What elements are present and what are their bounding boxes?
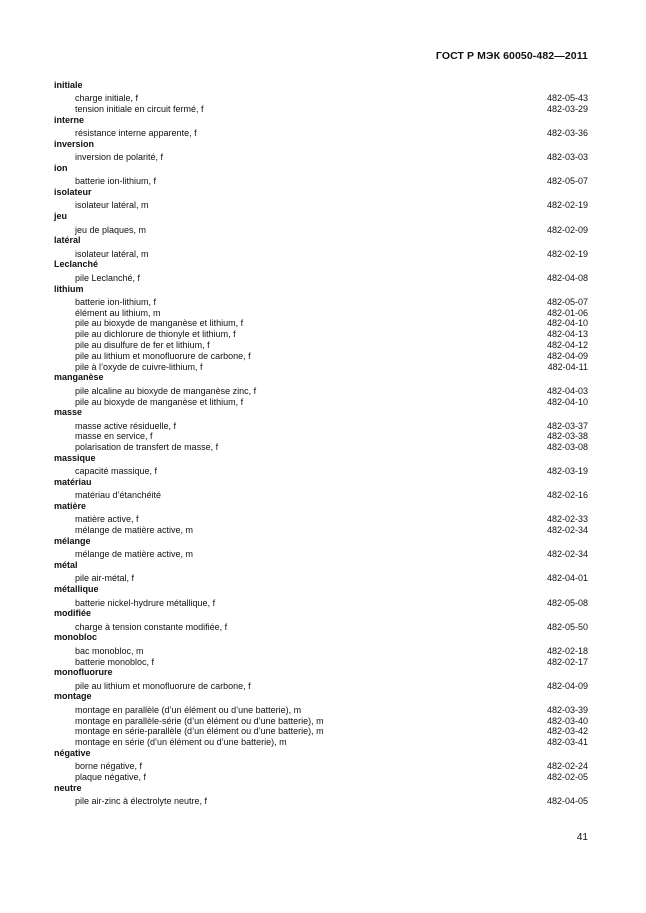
entry-text: charge initiale, f: [75, 93, 139, 104]
entry-code: 482-02-19: [546, 248, 588, 259]
entry-code: 482-01-06: [546, 307, 588, 318]
entry-code: 482-02-18: [546, 645, 588, 656]
index-entry: [54, 329, 588, 340]
entry-code: 482-03-08: [546, 442, 588, 453]
index-term: latéral: [54, 235, 81, 246]
entry-text: pile au lithium et monofluorure de carbone, f: [75, 680, 251, 691]
index-entry: [54, 386, 588, 397]
index-entry: [54, 308, 588, 319]
index-term: isolateur: [54, 187, 92, 198]
index-term: négative: [54, 747, 91, 758]
index-entry: [54, 397, 588, 408]
entry-text: inversion de polarité, f: [75, 152, 164, 163]
index-entry: [54, 152, 588, 163]
index-entry: [54, 93, 588, 104]
index-entry: [54, 421, 588, 432]
entry-text: pile air-zinc à électrolyte neutre, f: [75, 796, 208, 807]
entry-text: batterie ion-lithium, f: [75, 296, 157, 307]
entry-code: 482-02-34: [546, 549, 588, 560]
index-term: interne: [54, 114, 85, 125]
entry-text: montage en parallèle (d’un élément ou d’une batterie), m: [75, 704, 302, 715]
index-term: neutre: [54, 782, 82, 793]
index-term: massique: [54, 453, 96, 463]
entry-code: 482-02-05: [546, 772, 588, 783]
index-entry: [54, 104, 588, 115]
entry-text: montage en série-parallèle (d’un élément ou d’une batterie), m: [75, 726, 324, 737]
index-entry: [54, 646, 588, 657]
index-entry: [54, 225, 588, 236]
entry-text: résistance interne apparente, f: [75, 128, 197, 139]
index-entry: [54, 681, 588, 692]
entry-text: montage en série (d’un élément ou d’une batterie), m: [75, 737, 287, 748]
index-term: matière: [54, 501, 87, 512]
entry-text: pile au dichlorure de thionyle et lithium, f: [75, 329, 236, 340]
entry-text: pile Leclanché, f: [75, 272, 141, 283]
entry-code: 482-05-50: [546, 621, 588, 632]
index-entry: [54, 128, 588, 139]
entry-code: 482-04-13: [546, 329, 588, 340]
index-entry: [54, 297, 588, 308]
entry-text: isolateur latéral, m: [75, 248, 149, 259]
entry-text: masse active résiduelle, f: [75, 420, 177, 431]
entry-text: batterie monobloc, f: [75, 656, 155, 667]
entry-code: 482-03-39: [546, 704, 588, 715]
index-term: ion: [54, 163, 68, 174]
entry-text: jeu de plaques, m: [75, 224, 147, 235]
index-term: métal: [54, 560, 78, 571]
entry-text: pile au lithium et monofluorure de carbone, f: [75, 350, 251, 361]
entry-text: polarisation de transfert de masse, f: [75, 442, 219, 453]
index-entry: [54, 318, 588, 329]
entry-code: 482-04-10: [546, 318, 588, 329]
index-entry: [54, 340, 588, 351]
index-entry: [54, 657, 588, 668]
entry-text: capacité massique, f: [75, 466, 158, 477]
index-entry: [54, 726, 588, 737]
index-entry: [54, 761, 588, 772]
page-number: 41: [576, 832, 588, 843]
entry-code: 482-03-37: [546, 420, 588, 431]
entry-code: 482-03-40: [546, 715, 588, 726]
index-entry: [54, 549, 588, 560]
entry-text: mélange de matière active, m: [75, 549, 194, 560]
index-term: modifiée: [54, 608, 92, 619]
index-term: Leclanché: [54, 259, 99, 270]
entry-code: 482-02-17: [546, 656, 588, 667]
entry-text: bac monobloc, m: [75, 645, 144, 656]
entry-code: 482-03-38: [546, 431, 588, 442]
entry-code: 482-05-08: [546, 597, 588, 608]
entry-code: 482-03-42: [546, 726, 588, 737]
index-entry: [54, 772, 588, 783]
entry-code: 482-04-10: [546, 396, 588, 407]
index-entry: [54, 514, 588, 525]
entry-code: 482-04-11: [547, 361, 588, 372]
index-term: initiale: [54, 80, 83, 90]
index-entry: [54, 249, 588, 260]
index-entry: [54, 466, 588, 477]
index-term: masse: [54, 407, 83, 418]
entry-code: 482-03-03: [546, 152, 588, 163]
entry-text: pile à l’oxyde de cuivre-lithium, f: [75, 361, 203, 372]
index-term: monobloc: [54, 632, 97, 643]
entry-text: masse en service, f: [75, 431, 153, 442]
index-term: matériau: [54, 477, 92, 488]
index-entry: [54, 351, 588, 362]
index-entry: [54, 273, 588, 284]
index-entry: [54, 796, 588, 807]
entry-text: montage en parallèle-série (d’un élément ou d’une batterie), m: [75, 715, 324, 726]
index-entry: [54, 598, 588, 609]
entry-text: matériau d’étanchéité: [75, 490, 162, 501]
index-entry: [54, 362, 588, 373]
entry-code: 482-02-33: [546, 514, 588, 525]
document-header: ГОСТ Р МЭК 60050-482—2011: [435, 50, 588, 62]
entry-code: 482-04-12: [546, 340, 588, 351]
entry-text: mélange de matière active, m: [75, 525, 194, 536]
entry-text: pile air-métal, f: [75, 573, 135, 584]
entry-code: 482-04-08: [546, 272, 588, 283]
entry-code: 482-02-09: [546, 224, 588, 235]
index-entry: [54, 525, 588, 536]
entry-text: élément au lithium, m: [75, 307, 161, 318]
entry-code: 482-05-07: [546, 296, 588, 307]
entry-code: 482-04-09: [546, 350, 588, 361]
entry-code: 482-03-29: [546, 104, 588, 115]
entry-text: pile alcaline au bioxyde de manganèse zinc, f: [75, 385, 257, 396]
term-index: [54, 80, 588, 807]
entry-code: 482-02-16: [546, 490, 588, 501]
entry-text: pile au bioxyde de manganèse et lithium, f: [75, 318, 244, 329]
index-entry: [54, 490, 588, 501]
entry-text: charge à tension constante modifiée, f: [75, 621, 228, 632]
entry-text: plaque négative, f: [75, 772, 147, 783]
entry-code: 482-02-19: [546, 200, 588, 211]
entry-code: 482-03-19: [546, 466, 588, 477]
index-entry: [54, 716, 588, 727]
entry-code: 482-05-43: [546, 93, 588, 104]
entry-text: batterie nickel-hydrure métallique, f: [75, 597, 216, 608]
index-term: jeu: [54, 211, 68, 222]
index-entry: [54, 431, 588, 442]
entry-code: 482-04-05: [546, 796, 588, 807]
entry-code: 482-03-36: [546, 128, 588, 139]
index-entry: [54, 705, 588, 716]
index-entry: [54, 737, 588, 748]
index-entry: [54, 176, 588, 187]
entry-code: 482-02-34: [546, 525, 588, 536]
entry-text: batterie ion-lithium, f: [75, 176, 157, 187]
index-entry: [54, 622, 588, 633]
entry-text: pile au disulfure de fer et lithium, f: [75, 340, 210, 351]
index-term: métallique: [54, 584, 99, 595]
entry-code: 482-05-07: [546, 176, 588, 187]
entry-code: 482-04-01: [546, 573, 588, 584]
entry-text: pile au bioxyde de manganèse et lithium, f: [75, 396, 244, 407]
entry-text: borne négative, f: [75, 761, 143, 772]
index-term: inversion: [54, 138, 95, 149]
entry-code: 482-02-24: [546, 761, 588, 772]
index-term: monofluorure: [54, 667, 113, 678]
entry-text: isolateur latéral, m: [75, 200, 149, 211]
index-entry: [54, 200, 588, 211]
entry-text: tension initiale en circuit fermé, f: [75, 104, 204, 115]
entry-code: 482-03-41: [546, 737, 588, 748]
entry-code: 482-04-09: [546, 680, 588, 691]
index-entry: [54, 442, 588, 453]
index-term: montage: [54, 691, 92, 702]
index-term: mélange: [54, 536, 91, 547]
entry-code: 482-04-03: [546, 385, 588, 396]
entry-text: matière active, f: [75, 514, 139, 525]
index-entry: [54, 573, 588, 584]
index-term: lithium: [54, 283, 84, 294]
index-term: manganèse: [54, 372, 104, 383]
